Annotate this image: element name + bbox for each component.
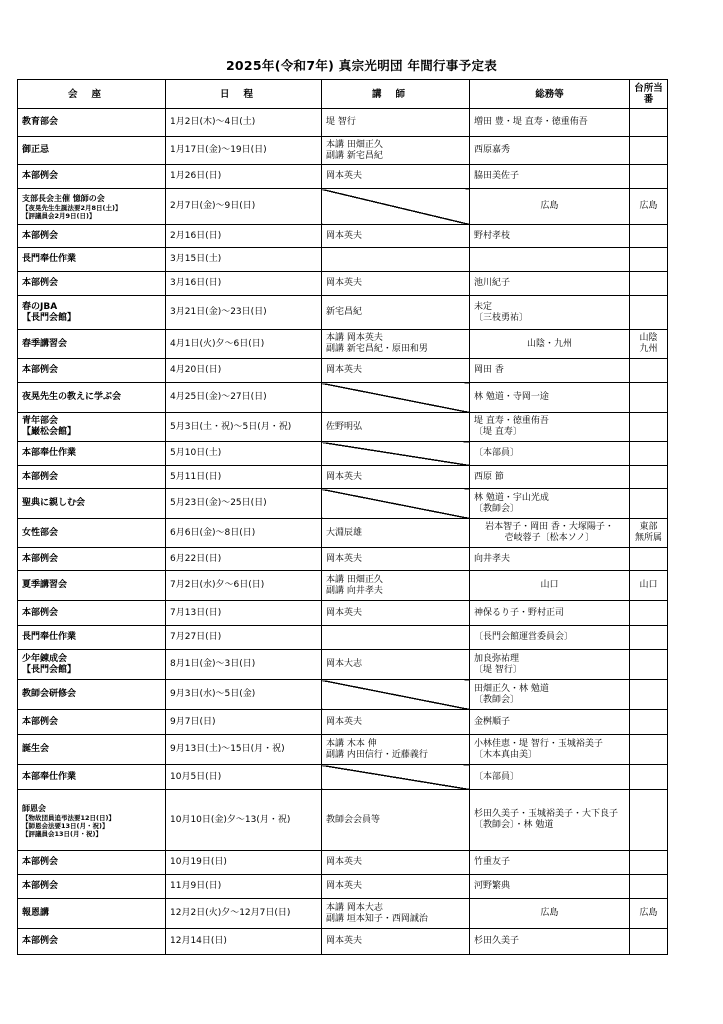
somu-name: 林 勉道・寺岡一途 (474, 392, 549, 402)
table-row (18, 330, 668, 359)
somu-name: 岩本智子・岡田 香・大塚陽子・ (485, 522, 614, 532)
nittei-cell: 10月10日(金)夕～13(月・祝) (166, 790, 322, 851)
daisho-cell (630, 466, 668, 489)
koushi-name: 教師会会員等 (326, 814, 381, 825)
kaiza-label: 春のJBA (22, 301, 58, 312)
kaiza-note: 【評議員会13日(月・祝)】 (22, 829, 102, 838)
somu-cell (470, 489, 630, 519)
koushi-name: 岡本英夫 (326, 857, 363, 867)
somu-name: 広島 (540, 908, 559, 918)
koushi-cell (322, 225, 470, 248)
table-row (18, 851, 668, 875)
nittei-cell: 7月13日(日) (166, 601, 322, 626)
kaiza-cell (18, 650, 166, 680)
koushi-name: 本講 田畑正久 (326, 139, 383, 150)
daisho-name: 山口 (639, 580, 658, 590)
kaiza-label: 春季講習会 (22, 338, 68, 349)
kaiza-cell (18, 548, 166, 571)
kaiza-cell (18, 383, 166, 413)
table-row (18, 875, 668, 899)
table-row (18, 765, 668, 790)
somu-name: 〔長門会館運営委員会〕 (474, 632, 574, 642)
kaiza-cell (18, 413, 166, 442)
table-row (18, 929, 668, 955)
kaiza-note: 【夜晃先生生誕法要2月8日(土)】 (22, 204, 122, 212)
table-row (18, 626, 668, 650)
kaiza-note: 【師恩会法要13日(月・祝)】 (22, 821, 109, 830)
koushi-cell (322, 601, 470, 626)
koushi-cell (322, 710, 470, 735)
somu-name: 岡田 香 (474, 365, 504, 375)
daisho-cell (630, 571, 668, 601)
table-row (18, 735, 668, 765)
daisho-cell (630, 601, 668, 626)
kaiza-label: 長門奉仕作業 (22, 254, 77, 264)
schedule-table (17, 79, 668, 955)
kaiza-cell (18, 109, 166, 137)
daisho-cell (630, 626, 668, 650)
koushi-cell (322, 548, 470, 571)
table-row (18, 650, 668, 680)
nittei-cell: 4月25日(金)～27日(日) (166, 383, 322, 413)
somu-name: 〔教師会〕 (474, 503, 520, 514)
daisho-cell (630, 165, 668, 189)
somu-name: 加良弥祐理 (474, 653, 520, 664)
koushi-cell (322, 272, 470, 296)
kaiza-label: 本部例会 (22, 171, 59, 181)
kaiza-cell (18, 571, 166, 601)
kaiza-venue: 【長門会館】 (22, 312, 77, 323)
kaiza-label: 本部例会 (22, 553, 59, 564)
nittei-cell: 9月13日(土)～15日(月・祝) (166, 735, 322, 765)
kaiza-label: 本部例会 (22, 607, 59, 618)
somu-name: 田畑正久・林 勉道 (474, 683, 549, 694)
nittei-cell: 9月3日(水)～5日(金) (166, 680, 322, 710)
koushi-name: 岡本大志 (326, 659, 363, 669)
somu-name: 山口 (540, 580, 559, 590)
nittei-cell: 4月20日(日) (166, 359, 322, 383)
kaiza-label: 本部例会 (22, 936, 59, 946)
kaiza-label: 教育部会 (22, 117, 59, 127)
table-row (18, 571, 668, 601)
somu-name: 〔木本真由美〕 (474, 749, 538, 760)
koushi-cell (322, 765, 470, 790)
nittei-cell: 7月2日(水)夕～6日(日) (166, 571, 322, 601)
kaiza-note: 【物故団員追弔法要12日(日)】 (22, 813, 115, 822)
table-row (18, 189, 668, 225)
table-row (18, 272, 668, 296)
kaiza-label: 本部例会 (22, 857, 59, 867)
kaiza-cell (18, 929, 166, 955)
koushi-cell (322, 489, 470, 519)
koushi-name: 岡本英夫 (326, 278, 363, 288)
header-nittei: 日程 (166, 80, 322, 109)
table-row (18, 680, 668, 710)
kaiza-cell (18, 225, 166, 248)
daisho-cell (630, 137, 668, 165)
somu-name: 壱岐蓉子〔松本ソノ〕 (504, 533, 595, 543)
koushi-cell (322, 519, 470, 548)
kaiza-cell (18, 359, 166, 383)
daisho-name: 東部 (639, 522, 658, 532)
koushi-name: 岡本英夫 (326, 471, 363, 482)
nittei-cell: 4月1日(火)夕～6日(日) (166, 330, 322, 359)
kaiza-cell (18, 248, 166, 272)
daisho-cell (630, 272, 668, 296)
kaiza-cell (18, 875, 166, 899)
somu-name: 堤 直寿・徳重侑吾 (474, 416, 549, 426)
table-row (18, 359, 668, 383)
kaiza-cell (18, 626, 166, 650)
daisho-cell (630, 489, 668, 519)
koushi-name: 本講 田畑正久 (326, 574, 383, 585)
kaiza-label: 夏季講習会 (22, 580, 68, 590)
koushi-name: 佐野明弘 (326, 421, 363, 432)
header-daisho: 台所当番 (630, 80, 668, 109)
table-row (18, 710, 668, 735)
kaiza-label: 聖典に親しむ会 (22, 498, 86, 508)
somu-cell (470, 248, 630, 272)
daisho-cell (630, 650, 668, 680)
koushi-name: 岡本英夫 (326, 881, 363, 891)
somu-name: 未定 (474, 301, 493, 312)
koushi-cell (322, 165, 470, 189)
kaiza-label: 誕生会 (22, 744, 50, 754)
somu-cell (470, 330, 630, 359)
kaiza-label: 本部奉仕作業 (22, 771, 77, 782)
nittei-cell: 6月6日(金)～8日(日) (166, 519, 322, 548)
somu-cell (470, 272, 630, 296)
nittei-cell: 11月9日(日) (166, 875, 322, 899)
kaiza-venue: 【長門会館】 (22, 664, 77, 675)
koushi-cell (322, 189, 470, 225)
kaiza-cell (18, 489, 166, 519)
daisho-cell (630, 330, 668, 359)
koushi-cell (322, 413, 470, 442)
somu-cell (470, 650, 630, 680)
daisho-cell (630, 359, 668, 383)
somu-name: 〔堤 直寿〕 (474, 427, 522, 437)
header-koushi: 講師 (322, 80, 470, 109)
koushi-cell (322, 680, 470, 710)
kaiza-label: 御正忌 (22, 145, 50, 155)
kaiza-label: 女性部会 (22, 527, 59, 538)
table-row (18, 899, 668, 929)
koushi-name: 岡本英夫 (326, 553, 363, 564)
koushi-name: 本講 岡本英夫 (326, 333, 383, 343)
kaiza-label: 夜晃先生の教えに学ぶ会 (22, 392, 122, 402)
daisho-cell (630, 548, 668, 571)
table-row (18, 296, 668, 330)
koushi-cell (322, 790, 470, 851)
daisho-cell (630, 519, 668, 548)
daisho-cell (630, 899, 668, 929)
koushi-name: 本講 木本 伸 (326, 738, 377, 749)
kaiza-cell (18, 601, 166, 626)
somu-cell (470, 790, 630, 851)
nittei-cell: 1月17日(金)～19日(日) (166, 137, 322, 165)
koushi-cell (322, 330, 470, 359)
nittei-cell: 10月19日(日) (166, 851, 322, 875)
nittei-cell: 5月23日(金)～25日(日) (166, 489, 322, 519)
koushi-cell (322, 899, 470, 929)
koushi-name: 本講 岡本大志 (326, 902, 383, 913)
kaiza-label: 本部例会 (22, 471, 59, 482)
koushi-cell (322, 466, 470, 489)
table-row (18, 790, 668, 851)
koushi-name: 副講 内田信行・近藤義行 (326, 749, 428, 760)
kaiza-label: 支部長会主催 憶師の会 (22, 194, 105, 203)
nittei-cell: 5月10日(土) (166, 442, 322, 466)
nittei-cell: 12月14日(日) (166, 929, 322, 955)
daisho-cell (630, 790, 668, 851)
somu-cell (470, 189, 630, 225)
kaiza-label: 本部例会 (22, 881, 59, 891)
nittei-cell: 10月5日(日) (166, 765, 322, 790)
nittei-cell: 9月7日(日) (166, 710, 322, 735)
daisho-name: 無所属 (634, 533, 662, 543)
somu-name: 増田 豊・堤 直寿・徳重侑吾 (474, 117, 588, 127)
somu-cell (470, 109, 630, 137)
table-row (18, 413, 668, 442)
koushi-name: 副講 新宅昌紀・原田和男 (326, 344, 428, 354)
nittei-cell: 5月11日(日) (166, 466, 322, 489)
koushi-cell (322, 248, 470, 272)
kaiza-cell (18, 189, 166, 225)
table-row (18, 601, 668, 626)
koushi-cell (322, 851, 470, 875)
koushi-cell (322, 359, 470, 383)
koushi-cell (322, 650, 470, 680)
somu-name: 竹重友子 (474, 857, 511, 867)
somu-name: 西原 節 (474, 471, 504, 482)
nittei-cell: 3月21日(金)～23日(日) (166, 296, 322, 330)
koushi-name: 岡本英夫 (326, 365, 363, 375)
kaiza-label: 長門奉仕作業 (22, 632, 77, 642)
daisho-name: 広島 (639, 201, 658, 211)
table-row (18, 442, 668, 466)
koushi-cell (322, 875, 470, 899)
kaiza-cell (18, 680, 166, 710)
daisho-cell (630, 109, 668, 137)
kaiza-label: 本部例会 (22, 365, 59, 375)
nittei-cell: 7月27日(日) (166, 626, 322, 650)
kaiza-cell (18, 137, 166, 165)
somu-name: 杉田久美子 (474, 936, 520, 946)
koushi-cell (322, 109, 470, 137)
koushi-name: 岡本英夫 (326, 936, 363, 946)
daisho-cell (630, 442, 668, 466)
kaiza-label: 本部例会 (22, 278, 59, 288)
daisho-cell (630, 225, 668, 248)
page-title: 2025年(令和7年) 真宗光明団 年間行事予定表 (225, 58, 498, 73)
koushi-name: 岡本英夫 (326, 230, 363, 241)
nittei-cell: 3月16日(日) (166, 272, 322, 296)
somu-cell (470, 225, 630, 248)
somu-cell (470, 383, 630, 413)
somu-name: 林 勉道・宇山光成 (474, 492, 549, 503)
kaiza-label: 本部例会 (22, 230, 59, 241)
table-row (18, 519, 668, 548)
daisho-cell (630, 710, 668, 735)
kaiza-venue: 【巌松会館】 (22, 427, 77, 437)
table-row (18, 225, 668, 248)
header-row (18, 80, 668, 109)
kaiza-cell (18, 466, 166, 489)
table-row (18, 489, 668, 519)
somu-cell (470, 519, 630, 548)
somu-cell (470, 137, 630, 165)
somu-cell (470, 735, 630, 765)
kaiza-label: 師恩会 (22, 803, 46, 813)
somu-name: 山陰・九州 (526, 338, 572, 349)
kaiza-label: 本部奉仕作業 (22, 448, 77, 458)
kaiza-cell (18, 790, 166, 851)
somu-cell (470, 601, 630, 626)
kaiza-cell (18, 851, 166, 875)
somu-cell (470, 851, 630, 875)
somu-name: 神保るり子・野村正司 (474, 607, 565, 618)
table-row (18, 248, 668, 272)
kaiza-label: 教師会研修会 (22, 689, 77, 699)
somu-name: 〔本部員〕 (474, 771, 520, 782)
koushi-cell (322, 626, 470, 650)
kaiza-cell (18, 765, 166, 790)
nittei-cell: 3月15日(土) (166, 248, 322, 272)
table-row (18, 165, 668, 189)
daisho-cell (630, 296, 668, 330)
kaiza-label: 報恩講 (22, 908, 50, 918)
daisho-cell (630, 875, 668, 899)
somu-cell (470, 413, 630, 442)
nittei-cell: 8月1日(金)～3日(日) (166, 650, 322, 680)
header-kaiza: 会座 (18, 80, 166, 109)
nittei-cell: 1月2日(木)～4日(土) (166, 109, 322, 137)
nittei-cell: 5月3日(土・祝)～5日(月・祝) (166, 413, 322, 442)
somu-cell (470, 571, 630, 601)
somu-name: 〔堤 智行〕 (474, 664, 522, 675)
koushi-cell (322, 735, 470, 765)
table-row (18, 109, 668, 137)
kaiza-cell (18, 519, 166, 548)
somu-cell (470, 626, 630, 650)
koushi-cell (322, 296, 470, 330)
somu-name: 〔教師会〕・林 勉道 (474, 820, 554, 830)
kaiza-cell (18, 735, 166, 765)
somu-name: 野村孝枝 (474, 230, 511, 241)
somu-name: 〔本部員〕 (474, 448, 520, 458)
daisho-cell (630, 765, 668, 790)
somu-name: 〔三枝勇祐〕 (474, 312, 529, 323)
kaiza-cell (18, 330, 166, 359)
somu-name: 河野繁典 (474, 881, 511, 891)
table-row (18, 137, 668, 165)
kaiza-note: 【評議員会2月9日(日)】 (22, 212, 96, 220)
somu-cell (470, 710, 630, 735)
koushi-name: 副講 新宅昌紀 (326, 150, 383, 161)
daisho-cell (630, 248, 668, 272)
kaiza-cell (18, 442, 166, 466)
somu-name: 向井孝夫 (474, 553, 511, 564)
koushi-cell (322, 137, 470, 165)
table-row (18, 466, 668, 489)
somu-cell (470, 466, 630, 489)
koushi-name: 新宅昌紀 (326, 307, 363, 317)
nittei-cell: 1月26日(日) (166, 165, 322, 189)
daisho-cell (630, 929, 668, 955)
somu-cell (470, 765, 630, 790)
somu-name: 杉田久美子・玉城裕美子・大下良子 (474, 809, 619, 819)
somu-cell (470, 548, 630, 571)
kaiza-label: 青年部会 (22, 416, 59, 426)
somu-cell (470, 165, 630, 189)
koushi-name: 岡本英夫 (326, 607, 363, 618)
table-row (18, 383, 668, 413)
daisho-cell (630, 189, 668, 225)
somu-name: 小林佳恵・堤 智行・玉城裕美子 (474, 738, 603, 749)
somu-cell (470, 899, 630, 929)
somu-name: 脇田美佐子 (474, 171, 520, 181)
kaiza-cell (18, 296, 166, 330)
somu-name: 西原嘉秀 (474, 145, 511, 155)
kaiza-cell (18, 165, 166, 189)
koushi-name: 副講 向井孝夫 (326, 585, 383, 596)
somu-name: 広島 (540, 201, 559, 211)
daisho-cell (630, 413, 668, 442)
somu-cell (470, 929, 630, 955)
somu-name: 金桝順子 (474, 716, 511, 727)
daisho-cell (630, 680, 668, 710)
nittei-cell: 12月2日(火)夕～12月7日(日) (166, 899, 322, 929)
somu-cell (470, 296, 630, 330)
daisho-cell (630, 735, 668, 765)
nittei-cell: 6月22日(日) (166, 548, 322, 571)
nittei-cell: 2月16日(日) (166, 225, 322, 248)
koushi-name: 岡本英夫 (326, 716, 363, 727)
somu-cell (470, 442, 630, 466)
daisho-name: 山陰 (639, 333, 658, 343)
koushi-name: 堤 智行 (326, 117, 356, 127)
somu-cell (470, 359, 630, 383)
kaiza-cell (18, 899, 166, 929)
header-somu: 総務等 (470, 80, 630, 109)
nittei-cell: 2月7日(金)～9日(日) (166, 189, 322, 225)
daisho-cell (630, 851, 668, 875)
koushi-cell (322, 383, 470, 413)
table-row (18, 548, 668, 571)
koushi-name: 大淵辰雄 (326, 527, 363, 538)
koushi-cell (322, 571, 470, 601)
kaiza-cell (18, 272, 166, 296)
koushi-name: 岡本英夫 (326, 171, 363, 181)
daisho-name: 九州 (639, 344, 658, 354)
koushi-cell (322, 929, 470, 955)
kaiza-cell (18, 710, 166, 735)
somu-cell (470, 680, 630, 710)
daisho-name: 広島 (639, 908, 658, 918)
kaiza-label: 本部例会 (22, 716, 59, 727)
koushi-name: 副講 垣本知子・西岡誠治 (326, 913, 428, 924)
somu-cell (470, 875, 630, 899)
kaiza-label: 少年錬成会 (22, 653, 68, 664)
somu-name: 池川紀子 (474, 278, 511, 288)
somu-name: 〔教師会〕 (474, 694, 520, 705)
daisho-cell (630, 383, 668, 413)
koushi-cell (322, 442, 470, 466)
